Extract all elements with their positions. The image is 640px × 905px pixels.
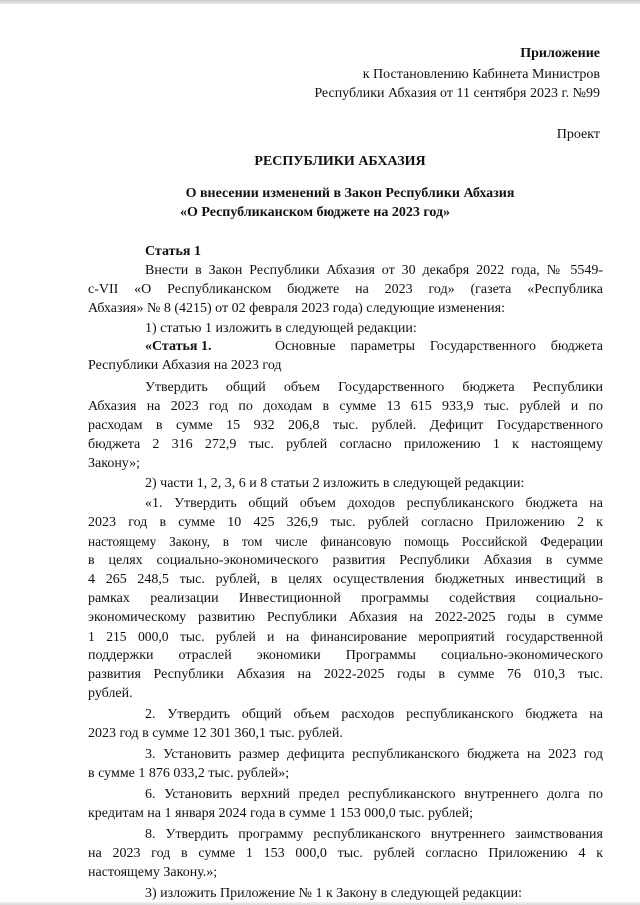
body-line: Абхазия» № 8 (4215) от 02 февраля 2023 года) следующие изменения: — [88, 301, 505, 316]
body-line: Внести в Закон Республики Абхазия от 30 декабря 2022 года, № 5549- — [145, 263, 603, 278]
appendix-reference-line-2: Республики Абхазия от 11 сентября 2023 г. №99 — [314, 86, 600, 101]
body-line: настоящему Закону.»; — [88, 865, 218, 880]
article-title: Статья 1 — [145, 244, 201, 259]
body-line: бюджета 2 316 272,9 тыс. рублей согласно приложению 1 к настоящему — [88, 437, 603, 452]
body-line: 2023 год в сумме 12 301 360,1 тыс. рублей. — [88, 726, 343, 741]
body-line: с-VII «О Республиканском бюджете на 2023 год» (газета «Республика — [88, 282, 603, 297]
appendix-title: Приложение — [520, 46, 600, 61]
body-line: 3) изложить Приложение № 1 к Закону в следующей редакции: — [145, 886, 523, 901]
body-line: развития Республики Абхазия на 2022-2025 годы в сумме 76 010,3 тыс. — [88, 667, 603, 682]
body-line: расходам в сумме 15 932 206,8 тыс. рублей. Дефицит Государственного — [88, 418, 603, 433]
body-line: рамках реализации Инвестиционной программы содействия социально- — [88, 591, 603, 606]
body-line: Утвердить общий объем Государственного бюджета Республики — [145, 380, 603, 395]
body-line: в целях социально-экономического развития Республики Абхазия в сумме — [88, 553, 603, 568]
body-line: 8. Утвердить программу республиканского внутреннего заимствования — [145, 827, 603, 842]
body-line: Закону»; — [88, 456, 141, 471]
body-line: рублей. — [88, 686, 133, 701]
body-line: экономическому развитию Республики Абхазия на 2022-2025 годы в сумме — [88, 610, 603, 625]
appendix-reference-line-1: к Постановлению Кабинета Министров — [362, 67, 600, 82]
law-subject-line-1: О внесении изменений в Закон Республики Абхазия — [185, 186, 515, 201]
draft-label: Проект — [556, 127, 600, 142]
body-line: 1) статью 1 изложить в следующей редакции: — [145, 321, 417, 336]
body-line: кредитам на 1 января 2024 года в сумме 1 153 000,0 тыс. рублей; — [88, 806, 473, 821]
article-one-heading: Основные параметры Государственного бюджета — [275, 339, 603, 354]
body-line: на 2023 год в сумме 1 153 000,0 тыс. рублей согласно Приложению 4 к — [88, 846, 603, 861]
body-line: настоящему Закону, в том числе финансовую помощь Российской Федерации — [88, 534, 603, 549]
body-line: Республики Абхазия на 2023 год — [88, 358, 282, 373]
body-line: 6. Установить верхний предел республиканского внутреннего долга по — [145, 787, 603, 802]
body-line: 3. Установить размер дефицита республиканского бюджета на 2023 год — [145, 747, 603, 762]
body-line: 2023 год в сумме 10 425 326,9 тыс. рублей согласно Приложению 2 к — [88, 515, 603, 530]
law-subject-line-2: «О Республиканском бюджете на 2023 год» — [179, 205, 451, 220]
body-line-article-one — [145, 338, 603, 355]
body-line: «1. Утвердить общий объем доходов республиканского бюджета на — [145, 496, 603, 511]
body-line: 4 265 248,5 тыс. рублей, в целях осуществления бюджетных инвестиций в — [88, 572, 603, 587]
body-line: в сумме 1 876 033,2 тыс. рублей»; — [88, 766, 290, 781]
body-line: 2) части 1, 2, 3, 6 и 8 статьи 2 изложить в следующей редакции: — [145, 476, 525, 491]
body-line: 2. Утвердить общий объем расходов республиканского бюджета на — [145, 707, 603, 722]
body-line: 1 215 000,0 тыс. рублей и на финансирование мероприятий государственной — [88, 629, 603, 644]
article-one-label: «Статья 1. — [145, 339, 212, 354]
scan-edge-top — [0, 0, 640, 4]
body-line: поддержки отраслей экономики Программы социально-экономического — [88, 648, 603, 663]
body-line: Абхазия на 2023 год по доходам в сумме 13 615 933,9 тыс. рублей и по — [88, 399, 603, 414]
document-heading: РЕСПУБЛИКИ АБХАЗИЯ — [254, 154, 426, 169]
